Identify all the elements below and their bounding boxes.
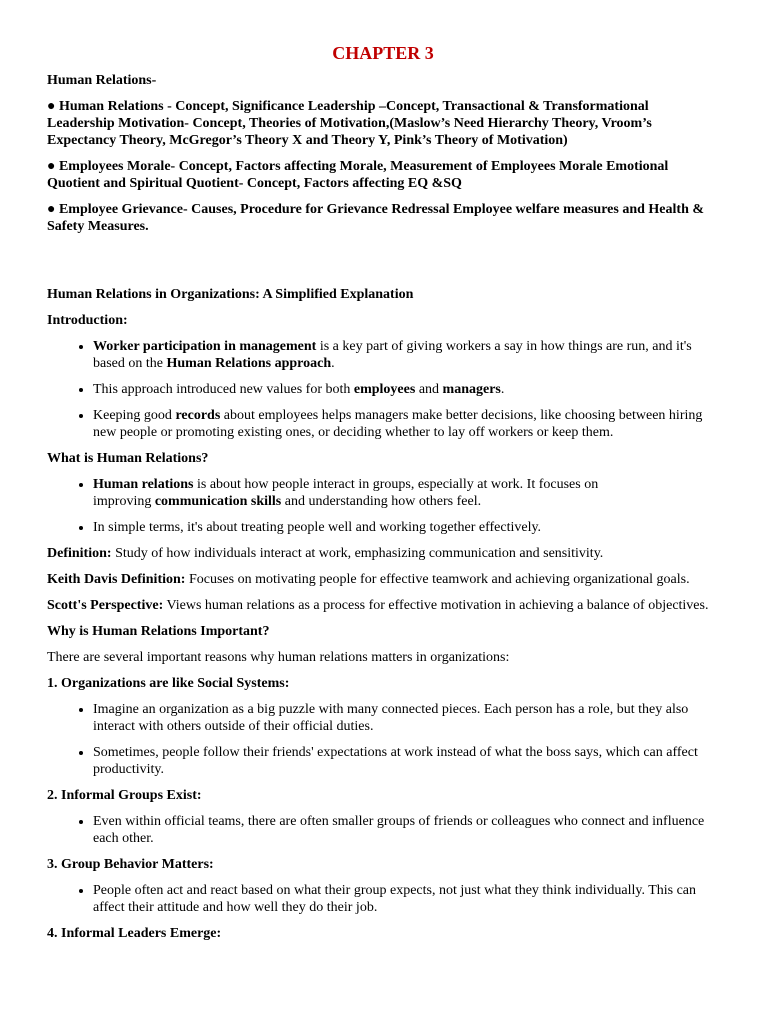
subsection-heading: 4. Informal Leaders Emerge: bbox=[47, 926, 222, 941]
syllabus-heading: Human Relations- bbox=[47, 73, 157, 88]
body-text: about employees helps managers make better decisions, like choosing between hiring new people or promoting existing ones, or deciding whether to lay off workers or keep them. bbox=[93, 408, 703, 440]
list-item bbox=[93, 519, 719, 536]
body-text: In simple terms, it's about treating people well and working together effectively. bbox=[93, 520, 542, 535]
bold-term: Human relations bbox=[93, 477, 194, 492]
bold-term: employees bbox=[353, 382, 416, 397]
section-heading-why: Why is Human Relations Important? bbox=[47, 624, 270, 639]
list-item: • Imagine an organization as a big puzzle with many connected pieces. Each person has a role, but they also interact with others outside of their official duties. bbox=[93, 701, 719, 735]
definition-label: Keith Davis Definition: bbox=[47, 572, 186, 587]
subsection-list bbox=[47, 882, 719, 916]
definition-label: Scott's Perspective: bbox=[47, 598, 164, 613]
bold-term: records bbox=[175, 408, 221, 423]
list-item: • Even within official teams, there are often smaller groups of friends or colleagues who connect and influence each other. bbox=[93, 813, 719, 847]
bold-term: Human Relations approach bbox=[166, 356, 332, 371]
bold-term: managers bbox=[442, 382, 501, 397]
body-text: is a key part of giving workers a say in how things are run, and it's based on the bbox=[93, 339, 692, 371]
syllabus-item: ● Human Relations - Concept, Significance Leadership –Concept, Transactional & Transformational Leadership Motivation- Concept, Theories of Motivation,(Maslow’s Need Hierarchy Theory, Vroom’s Expectancy Theory, McGregor’s Theory X and Theory Y, Pink’s Theory of Motivation) bbox=[47, 99, 652, 148]
syllabus-item: ● Employees Morale- Concept, Factors affecting Morale, Measurement of Employees Morale Emotional Quotient and Spiritual Quotient- Concept, Factors affecting EQ &SQ bbox=[47, 159, 669, 191]
list-item bbox=[93, 407, 719, 441]
list-item: • People often act and react based on what their group expects, not just what they think individually. This can affect their attitude and how well they do their job. bbox=[93, 882, 719, 916]
article-title: Human Relations in Organizations: A Simplified Explanation bbox=[47, 287, 414, 302]
body-text: . bbox=[500, 382, 505, 397]
introduction-list bbox=[47, 338, 719, 441]
section-heading-what-is: What is Human Relations? bbox=[47, 451, 209, 466]
body-text: is about how people interact in groups, especially at work. It focuses on improving bbox=[93, 477, 599, 509]
section-heading-introduction: Introduction: bbox=[47, 313, 128, 328]
what-is-list bbox=[47, 476, 719, 536]
chapter-title: CHAPTER 3 bbox=[332, 43, 434, 63]
definition-text: Focuses on motivating people for effective teamwork and achieving organizational goals. bbox=[185, 572, 690, 587]
subsection-list bbox=[47, 813, 719, 847]
body-text: Keeping good bbox=[93, 408, 176, 423]
list-item bbox=[93, 381, 719, 398]
definition-text: Views human relations as a process for effective motivation in achieving a balance of objectives. bbox=[163, 598, 709, 613]
body-text: . bbox=[331, 356, 335, 371]
subsection-heading: 2. Informal Groups Exist: bbox=[47, 788, 202, 803]
list-item: • Sometimes, people follow their friends' expectations at work instead of what the boss says, which can affect productivity. bbox=[93, 744, 719, 778]
subsection-heading: 1. Organizations are like Social Systems: bbox=[47, 676, 290, 691]
list-item bbox=[93, 338, 719, 372]
subsection-heading: 3. Group Behavior Matters: bbox=[47, 857, 214, 872]
document-page bbox=[47, 40, 719, 942]
list-item bbox=[93, 476, 719, 510]
body-text: and understanding how others feel. bbox=[281, 494, 482, 509]
definition-paragraph bbox=[47, 571, 719, 588]
subsection-list bbox=[47, 701, 719, 778]
bold-term: communication skills bbox=[154, 494, 282, 509]
syllabus-item: ● Employee Grievance- Causes, Procedure for Grievance Redressal Employee welfare measures and Health & Safety Measures. bbox=[47, 202, 705, 234]
definition-paragraph bbox=[47, 597, 719, 614]
definition-paragraph bbox=[47, 545, 719, 562]
definition-label: Definition: bbox=[47, 546, 112, 561]
body-text: This approach introduced new values for both bbox=[93, 382, 354, 397]
body-text: and bbox=[415, 382, 443, 397]
bold-term: Worker participation in management bbox=[93, 339, 317, 354]
definition-text: Study of how individuals interact at work, emphasizing communication and sensitivity. bbox=[111, 546, 604, 561]
why-intro: There are several important reasons why human relations matters in organizations: bbox=[47, 650, 510, 665]
